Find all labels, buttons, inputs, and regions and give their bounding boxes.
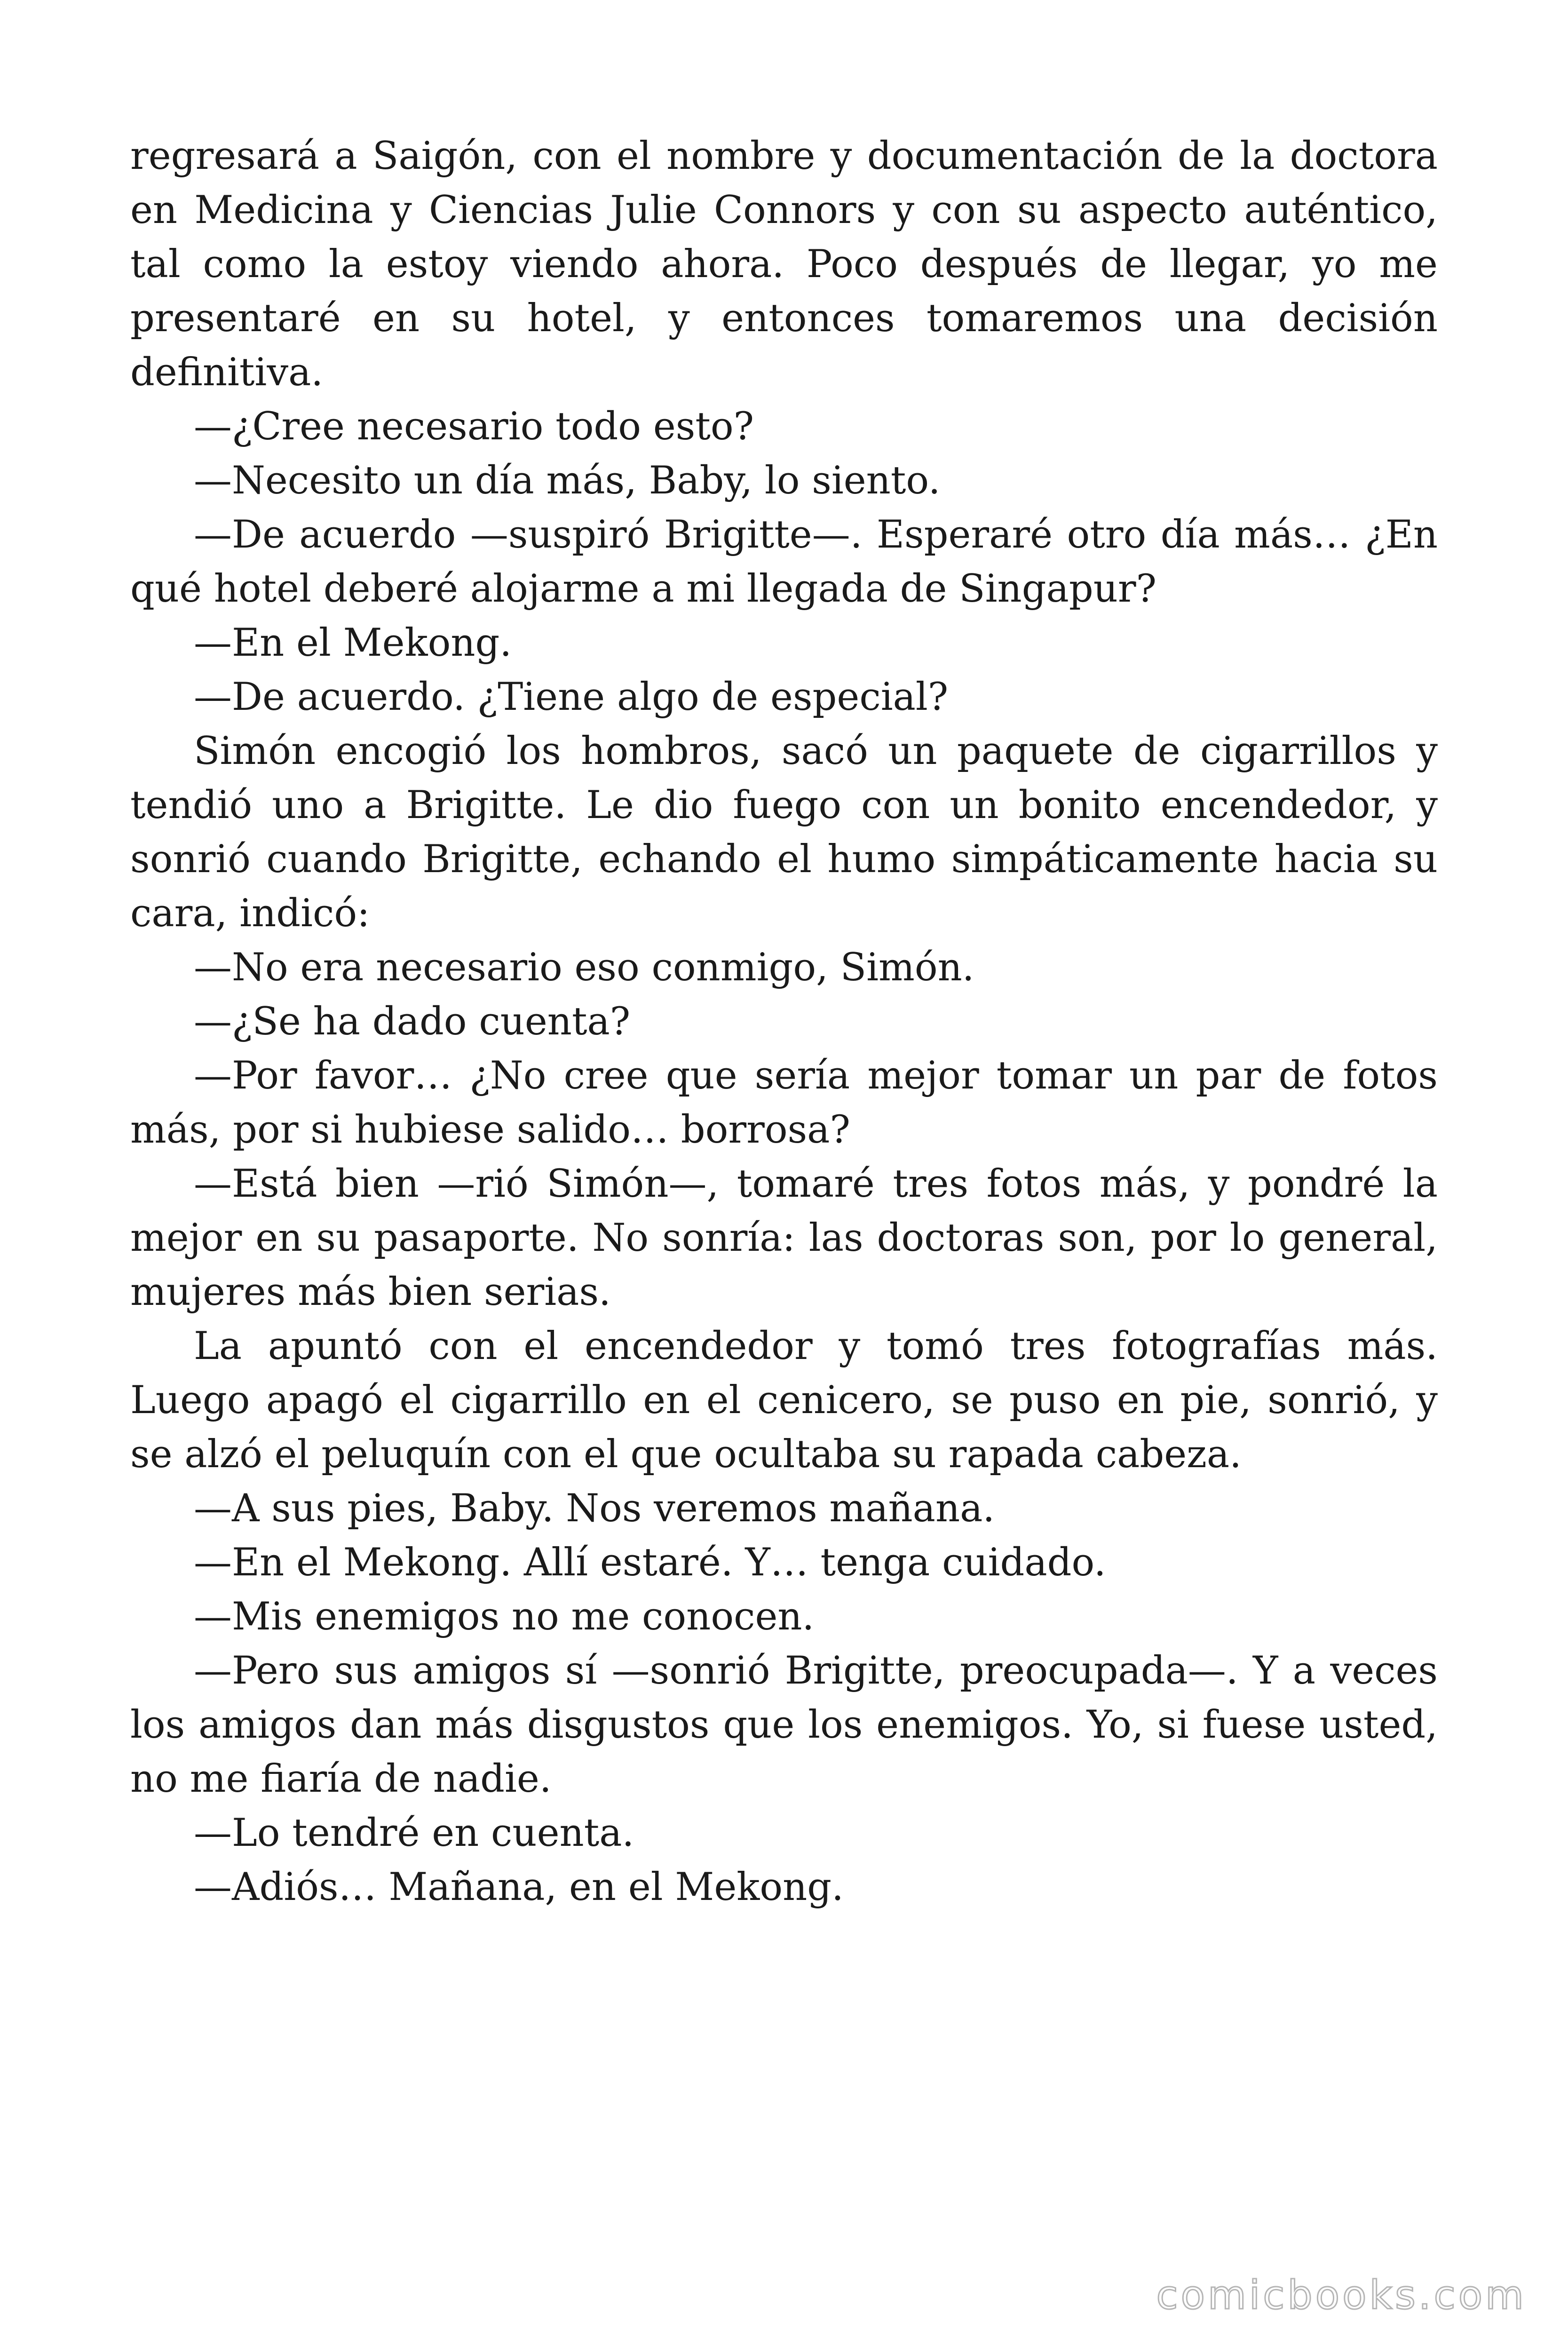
paragraph: La apuntó con el encendedor y tomó tres fotografías más. Luego apagó el cigarrillo en el cenicero, se puso en pie, sonrió, y se alzó el peluquín con el que ocultaba su rapada cabeza.	[130, 1324, 1438, 1477]
paragraph: —En el Mekong.	[194, 621, 512, 665]
paragraph: —De acuerdo. ¿Tiene algo de especial?	[194, 675, 949, 719]
paragraph: —Mis enemigos no me conocen.	[194, 1595, 815, 1639]
paragraph: —Adiós… Mañana, en el Mekong.	[194, 1865, 844, 1909]
paragraph: —¿Se ha dado cuenta?	[194, 1000, 631, 1044]
paragraph: regresará a Saigón, con el nombre y documentación de la doctora en Medicina y Ciencias Julie Connors y con su aspecto auténtico, tal como la estoy viendo ahora. Poco después de llegar, yo me presentaré en su hotel, y entonces tomaremos una decisión definitiva.	[130, 134, 1438, 395]
paragraph: —¿Cree necesario todo esto?	[194, 405, 754, 449]
paragraph: —De acuerdo —suspiró Brigitte—. Esperaré otro día más… ¿En qué hotel deberé alojarme a mi llegada de Singapur?	[130, 513, 1438, 611]
paragraph: Simón encogió los hombros, sacó un paquete de cigarrillos y tendió uno a Brigitte. Le dio fuego con un bonito encendedor, y sonrió cuando Brigitte, echando el humo simpáticamente hacia su cara, indicó:	[130, 729, 1438, 936]
watermark: comicbooks.com	[1156, 2272, 1527, 2318]
paragraph: —Por favor… ¿No cree que sería mejor tomar un par de fotos más, por si hubiese salido… borrosa?	[130, 1054, 1438, 1152]
paragraph: —En el Mekong. Allí estaré. Y… tenga cuidado.	[194, 1541, 1106, 1585]
paragraph: —Lo tendré en cuenta.	[194, 1811, 634, 1855]
paragraph: —No era necesario eso conmigo, Simón.	[194, 946, 974, 990]
paragraph: —Está bien —rió Simón—, tomaré tres fotos más, y pondré la mejor en su pasaporte. No sonría: las doctoras son, por lo general, mujeres más bien serias.	[130, 1162, 1438, 1314]
body-text	[130, 129, 1438, 1915]
paragraph: —Necesito un día más, Baby, lo siento.	[194, 459, 941, 503]
paragraph: —A sus pies, Baby. Nos veremos mañana.	[194, 1486, 995, 1531]
paragraph: —Pero sus amigos sí —sonrió Brigitte, preocupada—. Y a veces los amigos dan más disgustos que los enemigos. Yo, si fuese usted, no me fiaría de nadie.	[130, 1649, 1438, 1801]
